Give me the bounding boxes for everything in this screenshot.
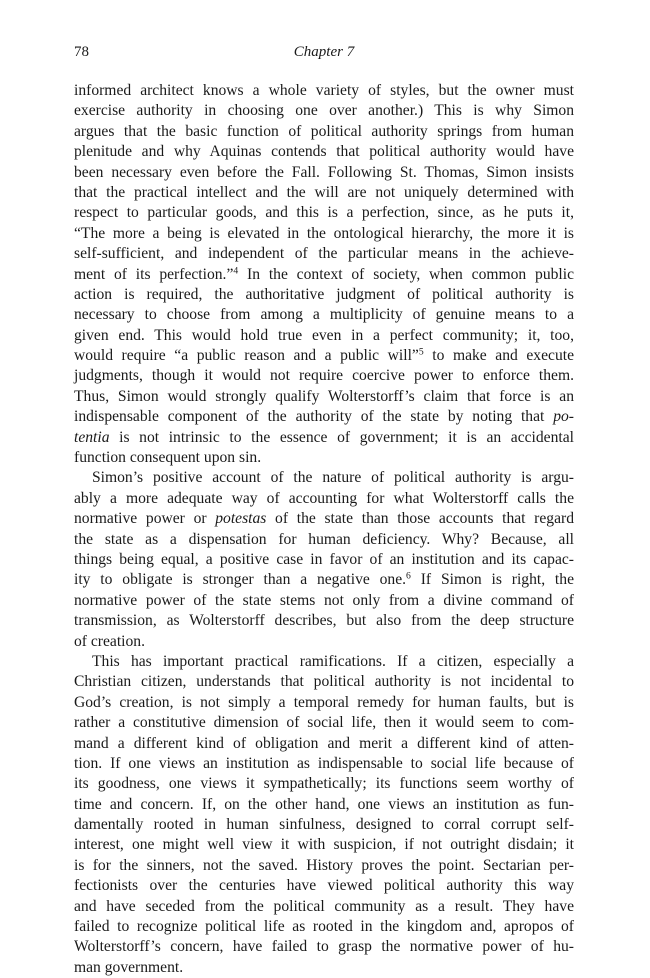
text-run: In the context of society, when common public — [238, 265, 575, 283]
text-line — [74, 468, 574, 488]
text-run: This has important practical ramifications. If a citizen, especially a — [92, 652, 574, 670]
text-line — [74, 672, 574, 692]
text-line — [74, 856, 574, 876]
text-line — [74, 835, 574, 855]
text-line — [74, 734, 574, 754]
text-line — [74, 509, 574, 529]
footnote-marker: 5 — [418, 346, 424, 358]
text-run: Christian citizen, understands that political authority is not incidental to — [74, 673, 574, 691]
text-run: that the practical intellect and the will are not uniquely determined with — [74, 183, 574, 201]
text-run: God’s creation, is not simply a temporal remedy for human faults, but is — [74, 693, 574, 711]
text-line — [74, 305, 574, 325]
text-run: indispensable component of the authority of the state by noting that — [74, 408, 554, 426]
italic-term: tentia — [74, 428, 110, 446]
text-line — [74, 652, 574, 672]
text-line — [74, 428, 574, 448]
text-run: Thus, Simon would strongly qualify Wolterstorff’s claim that force is an — [74, 387, 574, 405]
text-run: normative power of the state stems not only from a divine command of — [74, 591, 574, 609]
text-line — [74, 876, 574, 896]
text-run: things being equal, a positive case in favor of an institution and its capac- — [74, 550, 574, 568]
text-run: “The more a being is elevated in the ontological hierarchy, the more it is — [74, 224, 574, 242]
text-run: damentally rooted in human sinfulness, designed to corral corrupt self- — [74, 816, 574, 834]
text-run: plenitude and why Aquinas contends that political authority would have — [74, 143, 574, 161]
text-line — [74, 183, 574, 203]
footnote-marker: 4 — [233, 265, 239, 277]
footnote-marker: 6 — [406, 571, 411, 583]
text-run: would require “a public reason and a public will” — [74, 347, 419, 365]
text-run: Simon’s positive account of the nature of political authority is argu- — [92, 469, 574, 487]
text-run: judgments, though it would not require coercive power to enforce them. — [74, 367, 574, 385]
text-run: the state as a dispensation for human deficiency. Why? Because, all — [74, 530, 574, 548]
text-run: mand a different kind of obligation and merit a different kind of atten- — [74, 734, 574, 752]
text-line — [74, 265, 574, 285]
text-line — [74, 632, 574, 652]
text-run: of the state than those accounts that regard — [266, 510, 575, 528]
text-run: been necessary even before the Fall. Following St. Thomas, Simon insists — [74, 163, 574, 181]
text-line — [74, 387, 574, 407]
text-line — [74, 530, 574, 550]
text-run: Wolterstorff’s concern, have failed to grasp the normative power of hu- — [74, 938, 574, 956]
text-line — [74, 550, 574, 570]
text-line — [74, 693, 574, 713]
text-line — [74, 285, 574, 305]
text-run: failed to recognize political life as rooted in the kingdom and, apropos of — [74, 918, 574, 936]
text-line — [74, 795, 574, 815]
text-line — [74, 774, 574, 794]
text-line — [74, 244, 574, 264]
text-line — [74, 101, 574, 121]
text-run: interest, one might well view it with suspicion, if not outright disdain; it — [74, 836, 574, 854]
text-line — [74, 346, 574, 366]
text-line — [74, 366, 574, 386]
text-line — [74, 163, 574, 183]
text-line — [74, 815, 574, 835]
text-run: given end. This would hold true even in a perfect community; it, too, — [74, 326, 574, 344]
text-line — [74, 122, 574, 142]
text-run: its goodness, one views it sympathetically; its functions seem worthy of — [74, 775, 574, 793]
text-line — [74, 754, 574, 774]
text-run: informed architect knows a whole variety of styles, but the owner must — [74, 82, 574, 99]
text-run: tion. If one views an institution as indispensable to social life because of — [74, 754, 574, 772]
text-run: rather a constitutive dimension of social life, then it would seem to com- — [74, 714, 574, 732]
text-line — [74, 917, 574, 937]
text-run: respect to particular goods, and this is a perfection, since, as he puts it, — [74, 204, 574, 222]
text-line — [74, 713, 574, 733]
book-page — [74, 44, 574, 978]
paragraph — [74, 652, 574, 978]
text-line — [74, 897, 574, 917]
text-run: normative power or — [74, 510, 216, 528]
text-line — [74, 591, 574, 611]
text-line — [74, 448, 574, 468]
text-run: to make and execute — [423, 347, 574, 365]
page-number: 78 — [74, 44, 89, 60]
text-run: time and concern. If, on the other hand, one views an institution as fun- — [74, 795, 574, 813]
text-line — [74, 611, 574, 631]
body-text — [74, 81, 574, 978]
text-run: exercise authority in choosing one over another.) This is why Simon — [74, 102, 574, 120]
text-line — [74, 224, 574, 244]
text-line — [74, 407, 574, 427]
text-line — [74, 203, 574, 223]
text-line — [74, 489, 574, 509]
text-line — [74, 142, 574, 162]
paragraph — [74, 81, 574, 468]
text-line — [74, 570, 574, 590]
text-run: self-sufficient, and independent of the particular means in the achieve- — [74, 245, 574, 263]
text-line — [74, 937, 574, 957]
text-run: action is required, the authoritative judgment of political authority is — [74, 285, 574, 303]
text-line — [74, 326, 574, 346]
text-run: ity to obligate is stronger than a negative one. — [74, 571, 407, 589]
text-run: necessary to choose from among a multiplicity of genuine means to a — [74, 306, 574, 324]
italic-term: potestas — [215, 510, 267, 528]
text-run: fectionists over the centuries have viewed political authority this way — [74, 877, 574, 895]
text-run: ment of its perfection.” — [74, 265, 234, 283]
paragraph — [74, 468, 574, 652]
page-header — [74, 44, 574, 66]
text-line — [74, 81, 574, 101]
text-run: of creation. — [74, 632, 146, 650]
text-run: transmission, as Wolterstorff describes, but also from the deep structure — [74, 612, 574, 630]
text-run: ably a more adequate way of accounting for what Wolterstorff calls the — [74, 489, 574, 507]
text-run: function consequent upon sin. — [74, 449, 262, 467]
text-run: and have seceded from the political community as a result. They have — [74, 897, 574, 915]
running-head: Chapter 7 — [293, 44, 355, 60]
text-run: is for the sinners, not the saved. History proves the point. Sectarian per- — [74, 856, 574, 874]
text-run: is not intrinsic to the essence of government; it is an accidental — [109, 428, 574, 446]
italic-term: po- — [553, 408, 574, 426]
text-run: argues that the basic function of political authority springs from human — [74, 122, 574, 140]
text-run: man government. — [74, 958, 184, 976]
text-run: If Simon is right, the — [410, 571, 574, 589]
